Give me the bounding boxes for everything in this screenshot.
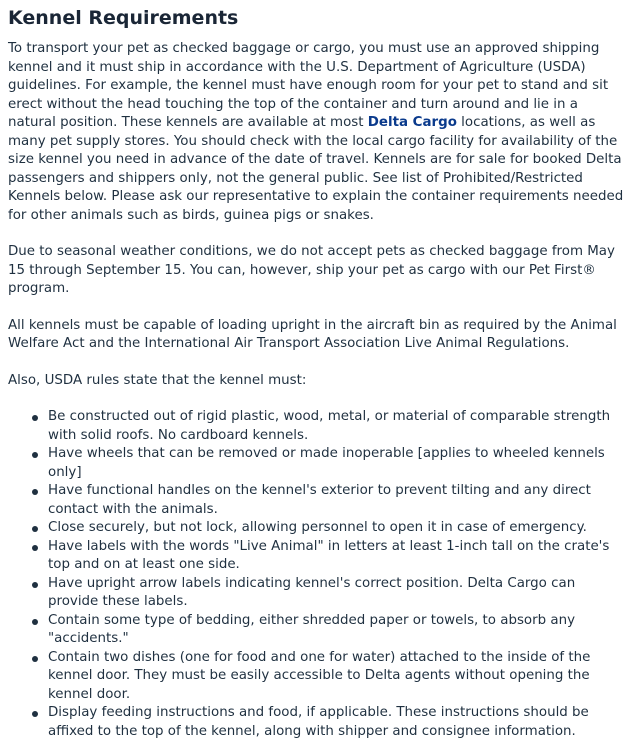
list-item-text: Display feeding instructions and food, if applicable. These instructions should be affixed to the top of the kennel, along with shipper and consignee information.	[48, 705, 589, 739]
bullet-icon	[32, 619, 38, 625]
list-item-text: Have upright arrow labels indicating kennel's correct position. Delta Cargo can provide these labels.	[48, 575, 576, 609]
delta-cargo-link[interactable]: Delta Cargo	[367, 115, 457, 130]
list-item	[48, 704, 624, 741]
list-item	[48, 408, 624, 445]
usda-rules-list	[8, 408, 624, 741]
bullet-icon	[32, 526, 38, 532]
bullet-icon	[32, 452, 38, 458]
kennels-upright-paragraph: All kennels must be capable of loading upright in the aircraft bin as required by the Animal Welfare Act and the International Air Transport Association Live Animal Regulations.	[8, 317, 617, 351]
list-item-text: Be constructed out of rigid plastic, wood, metal, or material of comparable strength with solid roofs. No cardboard kennels.	[48, 409, 611, 443]
list-item-text: Have labels with the words "Live Animal" in letters at least 1-inch tall on the crate's top and on at least one side.	[48, 538, 610, 572]
page-title: Kennel Requirements	[8, 7, 239, 29]
list-item-text: Have wheels that can be removed or made inoperable [applies to wheeled kennels only]	[48, 446, 605, 480]
list-item-text: Contain some type of bedding, either shredded paper or towels, to absorb any "accidents."	[48, 612, 576, 646]
intro-text-part1: To transport your pet as checked baggage or cargo, you must use an approved shipping kennel and it must ship in accordance with the U.S. Department of Agriculture (USDA) guidelines. For example, the kennel must have enough room for your pet to stand and sit erect without the head touching the top of the container and turn around and lie in a natural position. These kennels are available at most	[8, 41, 609, 130]
bullet-icon	[32, 656, 38, 662]
seasonal-paragraph: Due to seasonal weather conditions, we do not accept pets as checked baggage from May 15 through September 15. You can, however, ship your pet as cargo with our Pet First® program.	[8, 244, 615, 296]
list-item-text: Have functional handles on the kennel's exterior to prevent tilting and any direct contact with the animals.	[48, 483, 591, 517]
bullet-icon	[32, 582, 38, 588]
list-item	[48, 445, 624, 482]
bullet-icon	[32, 711, 38, 717]
list-item-text: Close securely, but not lock, allowing personnel to open it in case of emergency.	[48, 520, 587, 535]
usda-intro-paragraph: Also, USDA rules state that the kennel must:	[8, 372, 307, 388]
bullet-icon	[32, 545, 38, 551]
list-item	[48, 575, 624, 612]
list-item	[48, 482, 624, 519]
list-item	[48, 538, 624, 575]
intro-paragraph	[8, 40, 624, 225]
bullet-icon	[32, 489, 38, 495]
intro-text-part2: locations, as well as many pet supply stores. You should check with the local cargo facility for availability of the size kennel you need in advance of the date of travel. Kennels are for sale for booked Delta passengers and shippers only, not the general public. See list of Prohibited/Restricted Kennels below. Please ask our representative to explain the container requirements needed for other animals such as birds, guinea pigs or snakes.	[8, 115, 624, 223]
list-item-text: Contain two dishes (one for food and one for water) attached to the inside of the kennel door. They must be easily accessible to Delta agents without opening the kennel door.	[48, 649, 591, 702]
list-item	[48, 519, 624, 538]
list-item	[48, 649, 624, 705]
bullet-icon	[32, 415, 38, 421]
